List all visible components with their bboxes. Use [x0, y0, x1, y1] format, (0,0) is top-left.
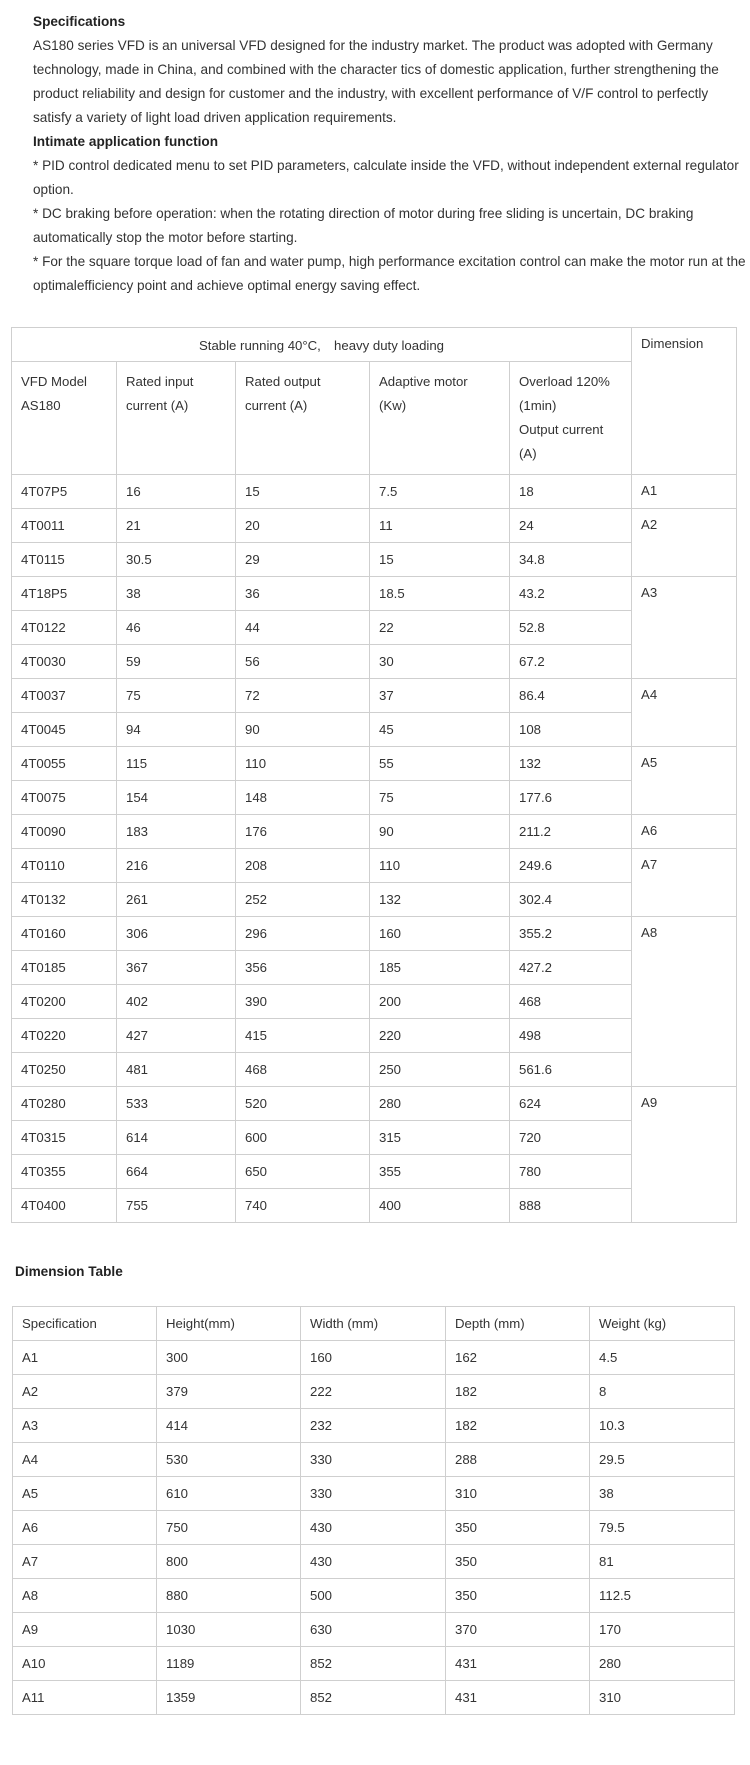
cell-output: 72 [236, 679, 370, 713]
cell-overload: 498 [510, 1019, 632, 1053]
table-cell: 379 [157, 1375, 301, 1409]
column-header-line: current (A) [126, 398, 189, 413]
cell-input: 367 [117, 951, 236, 985]
dimension-cell: A8 [632, 917, 737, 1087]
cell-overload: 720 [510, 1121, 632, 1155]
table-row [13, 1409, 735, 1443]
column-header: Specification [13, 1307, 157, 1341]
cell-model: 4T0030 [12, 645, 117, 679]
table-cell: 350 [446, 1545, 590, 1579]
column-header: Weight (kg) [590, 1307, 735, 1341]
dimension-cell: A3 [632, 577, 737, 679]
table-cell: 430 [301, 1511, 446, 1545]
cell-motor: 200 [370, 985, 510, 1019]
column-header-line: (1min) [519, 398, 557, 413]
cell-output: 90 [236, 713, 370, 747]
cell-output: 29 [236, 543, 370, 577]
cell-motor: 55 [370, 747, 510, 781]
cell-input: 216 [117, 849, 236, 883]
feature-bullet: * PID control dedicated menu to set PID parameters, calculate inside the VFD, without independent external regulator option. [33, 158, 739, 197]
cell-input: 38 [117, 577, 236, 611]
cell-motor: 110 [370, 849, 510, 883]
table-cell: A5 [13, 1477, 157, 1511]
cell-motor: 75 [370, 781, 510, 815]
table-row [13, 1647, 735, 1681]
cell-model: 4T0400 [12, 1189, 117, 1223]
table-cell: 29.5 [590, 1443, 735, 1477]
cell-output: 176 [236, 815, 370, 849]
application-function-heading: Intimate application function [33, 134, 219, 149]
cell-model: 4T0055 [12, 747, 117, 781]
cell-output: 20 [236, 509, 370, 543]
table-row [13, 1681, 735, 1715]
cell-model: 4T0075 [12, 781, 117, 815]
dimension-header: Dimension [632, 328, 737, 475]
table-row [12, 917, 737, 951]
table-cell: 852 [301, 1647, 446, 1681]
cell-model: 4T0355 [12, 1155, 117, 1189]
column-header-line: Overload 120% [519, 374, 610, 389]
cell-motor: 7.5 [370, 475, 510, 509]
table-cell: 880 [157, 1579, 301, 1613]
table-cell: 431 [446, 1647, 590, 1681]
table-cell: 300 [157, 1341, 301, 1375]
cell-overload: 177.6 [510, 781, 632, 815]
cell-input: 533 [117, 1087, 236, 1121]
cell-input: 481 [117, 1053, 236, 1087]
table-cell: A8 [13, 1579, 157, 1613]
cell-overload: 211.2 [510, 815, 632, 849]
column-header [117, 362, 236, 475]
cell-motor: 22 [370, 611, 510, 645]
table-cell: 112.5 [590, 1579, 735, 1613]
column-header-line: current (A) [245, 398, 308, 413]
cell-output: 740 [236, 1189, 370, 1223]
cell-model: 4T0110 [12, 849, 117, 883]
cell-motor: 11 [370, 509, 510, 543]
table-row [12, 713, 737, 747]
table-cell: 310 [590, 1681, 735, 1715]
cell-overload: 561.6 [510, 1053, 632, 1087]
cell-model: 4T0160 [12, 917, 117, 951]
cell-input: 261 [117, 883, 236, 917]
cell-output: 252 [236, 883, 370, 917]
cell-motor: 18.5 [370, 577, 510, 611]
table-header-row [12, 328, 737, 362]
intro-section [33, 10, 747, 298]
table-row [12, 951, 737, 985]
table-cell: 800 [157, 1545, 301, 1579]
table-row [13, 1443, 735, 1477]
cell-motor: 400 [370, 1189, 510, 1223]
table-header-row [12, 362, 737, 475]
table-row [12, 1053, 737, 1087]
table-row [12, 747, 737, 781]
table-row [13, 1477, 735, 1511]
dimension-cell: A5 [632, 747, 737, 815]
column-header [236, 362, 370, 475]
table-cell: 8 [590, 1375, 735, 1409]
cell-model: 4T07P5 [12, 475, 117, 509]
table-cell: 630 [301, 1613, 446, 1647]
column-header-line: (A) [519, 446, 537, 461]
cell-input: 154 [117, 781, 236, 815]
cell-output: 296 [236, 917, 370, 951]
table-row [12, 1155, 737, 1189]
table-cell: 81 [590, 1545, 735, 1579]
table-header-row [13, 1307, 735, 1341]
table-cell: 232 [301, 1409, 446, 1443]
cell-output: 468 [236, 1053, 370, 1087]
column-header-line: AS180 [21, 398, 61, 413]
cell-motor: 220 [370, 1019, 510, 1053]
table-cell: A9 [13, 1613, 157, 1647]
cell-input: 427 [117, 1019, 236, 1053]
cell-overload: 18 [510, 475, 632, 509]
table-cell: 182 [446, 1375, 590, 1409]
cell-motor: 160 [370, 917, 510, 951]
table-cell: 79.5 [590, 1511, 735, 1545]
table-row [12, 509, 737, 543]
cell-motor: 315 [370, 1121, 510, 1155]
table-cell: 350 [446, 1579, 590, 1613]
column-header-line: Output current [519, 422, 604, 437]
dimension-cell: A6 [632, 815, 737, 849]
cell-overload: 108 [510, 713, 632, 747]
cell-overload: 624 [510, 1087, 632, 1121]
column-header-line: (Kw) [379, 398, 407, 413]
cell-overload: 132 [510, 747, 632, 781]
table-cell: 4.5 [590, 1341, 735, 1375]
table-row [12, 815, 737, 849]
table-row [12, 1121, 737, 1155]
table-row [12, 577, 737, 611]
cell-input: 115 [117, 747, 236, 781]
cell-motor: 30 [370, 645, 510, 679]
feature-bullet: * DC braking before operation: when the rotating direction of motor during free sliding is uncertain, DC braking automatically stop the motor before starting. [33, 206, 694, 245]
table-cell: A7 [13, 1545, 157, 1579]
table-cell: A6 [13, 1511, 157, 1545]
cell-model: 4T0250 [12, 1053, 117, 1087]
cell-input: 21 [117, 509, 236, 543]
table-row [12, 985, 737, 1019]
product-description: AS180 series VFD is an universal VFD designed for the industry market. The product was adopted with Germany technology, made in China, and combined with the character tics of domestic application, further strengthening the product reliability and design for customer and the industry, with excellent performance of V/F control to perfectly satisfy a variety of light load driven application requirements. [33, 38, 719, 125]
cell-model: 4T0011 [12, 509, 117, 543]
cell-input: 402 [117, 985, 236, 1019]
table-row [12, 543, 737, 577]
cell-output: 148 [236, 781, 370, 815]
table-cell: 330 [301, 1477, 446, 1511]
dimension-cell: A9 [632, 1087, 737, 1223]
table-row [13, 1579, 735, 1613]
cell-output: 36 [236, 577, 370, 611]
cell-model: 4T0315 [12, 1121, 117, 1155]
cell-input: 664 [117, 1155, 236, 1189]
table-cell: 530 [157, 1443, 301, 1477]
feature-bullet: * For the square torque load of fan and water pump, high performance excitation control can make the motor run at the optimalefficiency point and achieve optimal energy saving effect. [33, 254, 746, 293]
table-cell: A3 [13, 1409, 157, 1443]
table-row [12, 883, 737, 917]
table-cell: 162 [446, 1341, 590, 1375]
cell-input: 75 [117, 679, 236, 713]
column-header [510, 362, 632, 475]
column-header-line: Rated input [126, 374, 194, 389]
cell-model: 4T0185 [12, 951, 117, 985]
cell-overload: 888 [510, 1189, 632, 1223]
cell-input: 614 [117, 1121, 236, 1155]
table-row [13, 1341, 735, 1375]
dimension-table-title: Dimension Table [15, 1264, 123, 1279]
cell-overload: 34.8 [510, 543, 632, 577]
cell-input: 94 [117, 713, 236, 747]
cell-overload: 355.2 [510, 917, 632, 951]
table-cell: 414 [157, 1409, 301, 1443]
dimension-cell: A7 [632, 849, 737, 917]
cell-motor: 45 [370, 713, 510, 747]
running-condition-header: Stable running 40°C, heavy duty loading [12, 328, 632, 362]
table-cell: 288 [446, 1443, 590, 1477]
column-header: Depth (mm) [446, 1307, 590, 1341]
cell-overload: 24 [510, 509, 632, 543]
table-cell: 280 [590, 1647, 735, 1681]
table-row [13, 1375, 735, 1409]
cell-overload: 302.4 [510, 883, 632, 917]
table-cell: 330 [301, 1443, 446, 1477]
dimension-cell: A4 [632, 679, 737, 747]
cell-output: 390 [236, 985, 370, 1019]
dimension-table [12, 1306, 735, 1715]
cell-input: 755 [117, 1189, 236, 1223]
column-header [12, 362, 117, 475]
table-cell: 431 [446, 1681, 590, 1715]
table-cell: 852 [301, 1681, 446, 1715]
cell-overload: 86.4 [510, 679, 632, 713]
table-cell: 170 [590, 1613, 735, 1647]
table-cell: A10 [13, 1647, 157, 1681]
table-cell: 10.3 [590, 1409, 735, 1443]
specifications-heading: Specifications [33, 14, 126, 29]
column-header: Width (mm) [301, 1307, 446, 1341]
cell-model: 4T0200 [12, 985, 117, 1019]
cell-input: 46 [117, 611, 236, 645]
cell-output: 44 [236, 611, 370, 645]
cell-motor: 90 [370, 815, 510, 849]
cell-output: 208 [236, 849, 370, 883]
table-cell: 160 [301, 1341, 446, 1375]
cell-output: 15 [236, 475, 370, 509]
cell-input: 59 [117, 645, 236, 679]
cell-model: 4T0280 [12, 1087, 117, 1121]
cell-output: 415 [236, 1019, 370, 1053]
cell-output: 56 [236, 645, 370, 679]
cell-motor: 355 [370, 1155, 510, 1189]
table-row [12, 781, 737, 815]
table-row [12, 1019, 737, 1053]
cell-overload: 43.2 [510, 577, 632, 611]
table-row [13, 1545, 735, 1579]
column-header-line: VFD Model [21, 374, 87, 389]
cell-model: 4T18P5 [12, 577, 117, 611]
table-cell: 222 [301, 1375, 446, 1409]
table-row [13, 1511, 735, 1545]
cell-model: 4T0115 [12, 543, 117, 577]
table-row [12, 849, 737, 883]
column-header: Height(mm) [157, 1307, 301, 1341]
cell-model: 4T0090 [12, 815, 117, 849]
cell-input: 306 [117, 917, 236, 951]
table-cell: 610 [157, 1477, 301, 1511]
table-cell: 430 [301, 1545, 446, 1579]
column-header-line: Adaptive motor [379, 374, 468, 389]
cell-output: 600 [236, 1121, 370, 1155]
dimension-cell: A2 [632, 509, 737, 577]
table-cell: 1359 [157, 1681, 301, 1715]
table-cell: 750 [157, 1511, 301, 1545]
cell-model: 4T0037 [12, 679, 117, 713]
column-header [370, 362, 510, 475]
table-cell: 370 [446, 1613, 590, 1647]
table-cell: A4 [13, 1443, 157, 1477]
cell-output: 110 [236, 747, 370, 781]
cell-output: 520 [236, 1087, 370, 1121]
table-row [12, 645, 737, 679]
cell-model: 4T0220 [12, 1019, 117, 1053]
cell-overload: 468 [510, 985, 632, 1019]
table-cell: 38 [590, 1477, 735, 1511]
cell-motor: 15 [370, 543, 510, 577]
table-row [12, 611, 737, 645]
table-cell: 310 [446, 1477, 590, 1511]
table-row [12, 475, 737, 509]
dimension-cell: A1 [632, 475, 737, 509]
cell-input: 30.5 [117, 543, 236, 577]
cell-overload: 67.2 [510, 645, 632, 679]
cell-motor: 185 [370, 951, 510, 985]
table-row [12, 679, 737, 713]
cell-input: 183 [117, 815, 236, 849]
cell-overload: 427.2 [510, 951, 632, 985]
table-cell: 1189 [157, 1647, 301, 1681]
cell-motor: 280 [370, 1087, 510, 1121]
table-row [12, 1087, 737, 1121]
cell-overload: 52.8 [510, 611, 632, 645]
table-cell: A2 [13, 1375, 157, 1409]
cell-input: 16 [117, 475, 236, 509]
cell-motor: 250 [370, 1053, 510, 1087]
cell-motor: 37 [370, 679, 510, 713]
table-cell: 1030 [157, 1613, 301, 1647]
cell-model: 4T0122 [12, 611, 117, 645]
table-cell: 182 [446, 1409, 590, 1443]
cell-output: 356 [236, 951, 370, 985]
cell-model: 4T0132 [12, 883, 117, 917]
cell-overload: 249.6 [510, 849, 632, 883]
table-cell: 350 [446, 1511, 590, 1545]
table-cell: 500 [301, 1579, 446, 1613]
cell-output: 650 [236, 1155, 370, 1189]
table-cell: A1 [13, 1341, 157, 1375]
cell-motor: 132 [370, 883, 510, 917]
cell-model: 4T0045 [12, 713, 117, 747]
table-row [12, 1189, 737, 1223]
vfd-spec-table [11, 327, 737, 1223]
table-cell: A11 [13, 1681, 157, 1715]
cell-overload: 780 [510, 1155, 632, 1189]
table-row [13, 1613, 735, 1647]
column-header-line: Rated output [245, 374, 321, 389]
